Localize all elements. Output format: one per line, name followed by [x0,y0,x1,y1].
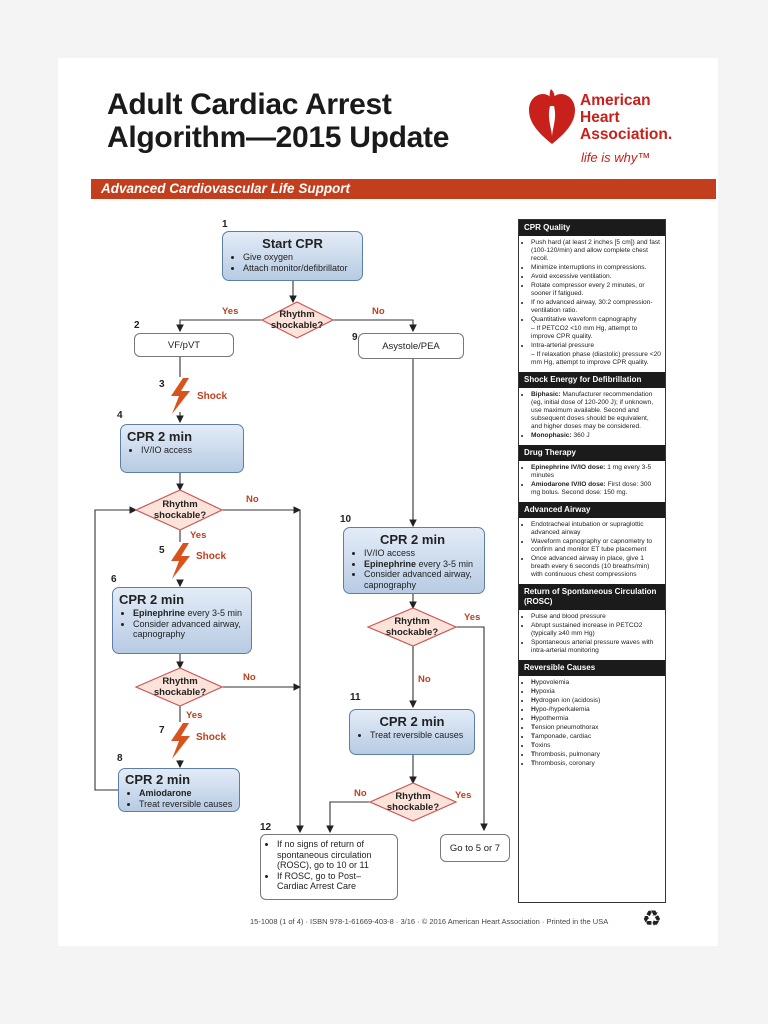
cpr-quality-body [519,236,665,372]
no-label: No [246,494,259,505]
sidebar-subitem: – If relaxation phase (diastolic) pressure <20 mm Hg, attempt to improve CPR quality. [531,351,661,366]
start-item: • Attach monitor/defibrillator [243,263,356,274]
sidebar-item [531,733,661,741]
sidebar-item [531,742,661,750]
cpr-item: • Consider advanced airway, capnography [133,619,245,640]
goto-box: Go to 5 or 7 [440,834,510,862]
sidebar-item: • Avoid excessive ventilation. [531,273,661,281]
sidebar-bold: Monophasic: [531,432,572,439]
shockable-label: shockable? [153,510,207,521]
shock-bolt-icon-5 [171,543,190,579]
sidebar-text: ydrogen ion (acidosis) [535,697,601,704]
sidebar-text: ypovolemia [535,679,570,686]
cpr-title: CPR 2 min [127,429,193,444]
sidebar-item: • Once advanced airway in place, give 1 breath every 6 seconds (10 breaths/min) with continuous chest compressions [531,555,661,579]
sidebar-item: • Spontaneous arterial pressure waves with intra-arterial monitoring [531,639,661,655]
cpr-title: CPR 2 min [125,772,191,787]
step-number: 3 [159,379,165,390]
sidebar-text: hrombosis, pulmonary [535,751,600,758]
shock-label: Shock [196,732,227,743]
sidebar-bold: H [531,697,536,704]
rhythm-label: Rhythm [162,499,198,510]
sidebar-text: oxins [535,742,551,749]
sidebar-item: • Waveform capnography or capnometry to confirm and monitor ET tube placement [531,538,661,554]
rhythm-label: Rhythm [394,616,430,627]
start-item: • Give oxygen [243,252,356,263]
sidebar-bold: H [531,715,536,722]
cpr-title: CPR 2 min [380,532,446,547]
cpr-box-11 [349,709,475,755]
rosc-body [519,610,665,660]
sidebar-item [531,464,661,480]
rhythm-label: Rhythm [395,791,431,802]
rhythm-label: Rhythm [162,676,198,687]
advanced-airway-header: Advanced Airway [519,502,665,518]
sidebar-item: • Rotate compressor every 2 minutes, or sooner if fatigued. [531,282,661,298]
rhythm-question-5 [377,791,449,813]
sidebar-text: ension pneumothorax [535,724,599,731]
sidebar-item: • Intra-arterial pressure [531,342,661,350]
sidebar-item: • Quantitative waveform capnography [531,316,661,324]
sidebar-bold: Epinephrine IV/IO dose: [531,464,606,471]
cpr-box-8 [118,768,240,812]
title-line-2: Algorithm—2015 Update [107,121,450,154]
shockable-label: shockable? [386,802,440,813]
shockable-label: shockable? [270,320,324,331]
sidebar-bold: T [531,760,536,767]
sidebar-item: • Pulse and blood pressure [531,613,661,621]
cpr-box-4 [120,424,244,473]
sidebar-bold: T [531,742,536,749]
amiodarone-bold: Amiodarone [139,788,192,798]
shock-energy-header: Shock Energy for Defibrillation [519,372,665,388]
start-cpr-box [222,231,363,281]
sidebar-item [531,688,661,696]
reversible-causes-body [519,676,665,773]
sidebar-bold: T [531,733,536,740]
title-line-1: Adult Cardiac Arrest [107,88,392,121]
sidebar-text: ypoxia [535,688,555,695]
sidebar-item [531,679,661,687]
step-number: 10 [340,514,352,525]
no-label: No [243,672,256,683]
cpr-item-rest: every 3-5 min [185,608,243,618]
rhythm-question-2 [144,499,216,521]
sidebar-item: • Abrupt sustained increase in PETCO2 (typically ≥40 mm Hg) [531,622,661,638]
epinephrine-bold: Epinephrine [364,558,417,569]
sidebar-text: ypothermia [535,715,569,722]
sidebar-item: • Push hard (at least 2 inches [5 cm]) and fast (100-120/min) and allow complete chest recoil. [531,239,661,263]
sidebar-bold: T [531,724,536,731]
cpr-quality-header: CPR Quality [519,220,665,236]
cpr-title: CPR 2 min [119,592,185,607]
sidebar-text: 360 J [571,432,590,439]
org-line-3: Association. [580,126,673,143]
asystole-pea-box: Asystole/PEA [358,333,464,359]
no-label: No [372,306,385,317]
yes-label: Yes [455,790,472,801]
cpr-box-10 [343,527,485,594]
cpr-item [364,559,478,570]
cpr-item: • IV/IO access [141,445,237,456]
cpr-item: • Treat reversible causes [139,799,233,810]
org-line-2: Heart [580,109,620,126]
sidebar-text: amponade, cardiac [535,733,592,740]
shock-bolt-icon-3 [171,378,190,414]
sidebar-item [531,391,661,431]
yes-label: Yes [222,306,239,317]
advanced-airway-body [519,518,665,584]
info-sidebar [518,219,666,903]
sidebar-item [531,697,661,705]
shockable-label: shockable? [385,627,439,638]
no-label: No [354,788,367,799]
shock-bolt-icon-7 [171,723,190,759]
step-number: 11 [350,692,361,703]
cpr-item: • Treat reversible causes [370,730,468,741]
rhythm-question-3 [144,676,216,698]
box12-item: • If no signs of return of spontaneous circulation (ROSC), go to 10 or 11 [277,839,391,871]
sidebar-bold: H [531,706,536,713]
sidebar-text: 1 mg every 3-5 minutes [531,464,652,479]
sidebar-item [531,760,661,768]
step-number: 5 [159,545,165,556]
section-banner: Advanced Cardiovascular Life Support [91,179,716,199]
sidebar-bold: Biphasic: [531,391,561,398]
sidebar-item [531,715,661,723]
rhythm-label: Rhythm [279,309,315,320]
step-number: 4 [117,410,123,421]
aha-tagline: life is why™ [581,150,651,165]
step-number: 6 [111,574,117,585]
sidebar-item: • If no advanced airway, 30:2 compression-ventilation ratio. [531,299,661,315]
step-number: 12 [260,822,272,833]
step-number: 9 [352,332,358,343]
yes-label: Yes [464,612,481,623]
sidebar-item: • Endotracheal intubation or supraglottic advanced airway [531,521,661,537]
step-number: 8 [117,753,123,764]
box12-item: • If ROSC, go to Post–Cardiac Arrest Care [277,871,391,892]
sidebar-text: ypo-/hyperkalemia [535,706,590,713]
start-cpr-title: Start CPR [262,236,323,251]
sidebar-item [531,481,661,497]
step-number: 7 [159,725,165,736]
sidebar-bold: H [531,688,536,695]
step-number: 2 [134,320,140,331]
sidebar-item [531,751,661,759]
cpr-item [139,788,233,799]
shockable-label: shockable? [153,687,207,698]
cpr-title: CPR 2 min [379,714,445,729]
sidebar-item [531,706,661,714]
sidebar-text: Manufacturer recommendation (eg, initial dose of 120-200 J); if unknown, use maximum available. Second and subsequent doses should be equivalent, and higher doses may be considered. [531,391,654,430]
sidebar-item [531,432,661,440]
vf-pvt-box: VF/pVT [134,333,234,357]
box-12 [260,834,398,900]
cpr-item [133,608,245,619]
sidebar-bold: T [531,751,536,758]
sidebar-subitem: – If PETCO2 <10 mm Hg, attempt to improve CPR quality. [531,325,638,340]
sidebar-bold: H [531,679,536,686]
shock-energy-body [519,388,665,445]
shock-label: Shock [197,391,228,402]
yes-label: Yes [186,710,203,721]
sidebar-text: First dose: 300 mg bolus. Second dose: 150 mg. [531,481,652,496]
cpr-item: • Consider advanced airway, capnography [364,569,478,590]
cpr-box-6 [112,587,252,654]
recycle-icon: ♻ [642,906,662,931]
org-line-1: American [580,92,651,109]
epinephrine-bold: Epinephrine [133,608,186,618]
rosc-header: Return of Spontaneous Circulation (ROSC) [519,584,665,610]
no-label: No [418,674,431,685]
shock-label: Shock [196,551,227,562]
footer-text: 15-1008 (1 of 4) · ISBN 978-1-61669-403-8 · 3/16 · © 2016 American Heart Association · Printed in the USA [250,917,609,926]
sidebar-bold: Amiodarone IV/IO dose: [531,481,606,488]
rhythm-question-1 [263,309,331,331]
sidebar-item: • Minimize interruptions in compressions. [531,264,661,272]
reversible-causes-header: Reversible Causes [519,660,665,676]
cpr-item: • IV/IO access [364,548,478,559]
drug-therapy-header: Drug Therapy [519,445,665,461]
rhythm-question-4 [376,616,448,638]
sidebar-item [531,724,661,732]
drug-therapy-body [519,461,665,502]
cpr-item-rest: every 3-5 min [416,558,474,569]
yes-label: Yes [190,530,207,541]
step-number: 1 [222,219,228,230]
sidebar-text: hrombosis, coronary [535,760,595,767]
